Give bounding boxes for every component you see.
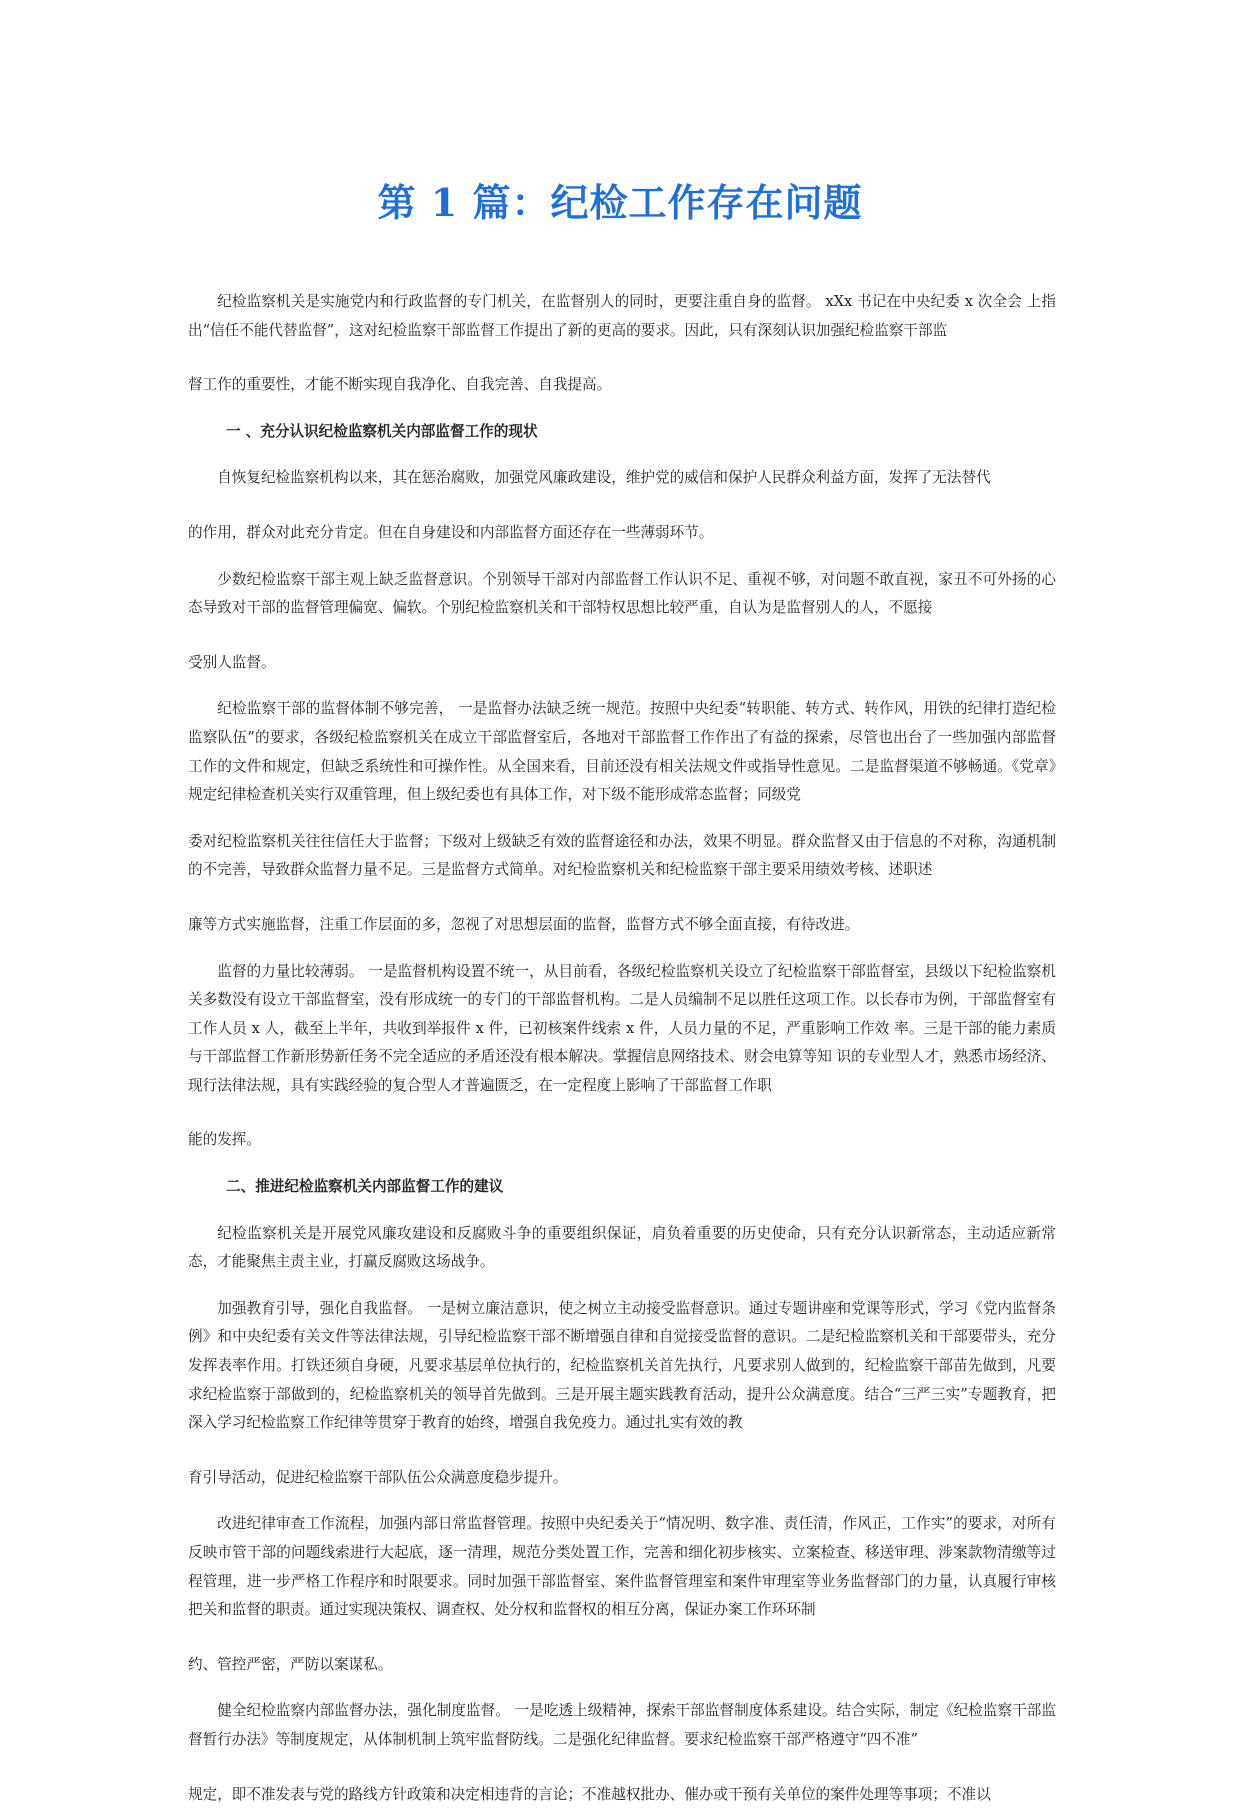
paragraph: 改进纪律审查工作流程，加强内部日常监督管理。按照中央纪委关于“情况明、数字准、责任清，作风正，工作实”的要求，对所有反映市管干部的问题线索进行大起底，逐一清理，规范分类处置工作，完善和细化初步核实、立案检查、移送审理、涉案款物清缴等过程管理，进一步严格工作程序和时限要求。同时加强干部监督室、案件监督管理室和案件审理室等业务监督部门的力量，认真履行审核把关和监督的职责。通过实现决策权、调查权、处分权和监督权的相互分离，保证办案工作环环制 [188,1515,1056,1619]
paragraph-intro-continued: 督工作的重要性，才能不断实现自我净化、自我完善、自我提高。 [188,376,612,394]
document-title: 第 1 篇：纪检工作存在问题 [377,180,863,225]
paragraph-continued: 的作用，群众对此充分肯定。但在自身建设和内部监督方面还存在一些薄弱环节。 [188,523,714,541]
section-heading-2: 二、推进纪检监察机关内部监督工作的建议 [226,1178,504,1196]
paragraph-continued: 委对纪检监察机关往往信任大于监督；下级对上级缺乏有效的监督途径和办法，效果不明显。群众监督又由于信息的不对称，沟通机制的不完善，导致群众监督力量不足。三是监督方式简单。对纪检监察机关和纪检监察干部主要采用绩效考核、述职述 [188,832,1056,879]
paragraph-continued: 育引导活动，促进纪检监察干部队伍公众满意度稳步提升。 [188,1468,568,1486]
paragraph-continued: 受别人监督。 [188,653,276,671]
document-body [188,288,1056,1809]
paragraph-continued: 约、管控严密，严防以案谋私。 [188,1655,393,1673]
paragraph-continued: 廉等方式实施监督，注重工作层面的多，忽视了对思想层面的监督，监督方式不够全面直接，有待改进。 [188,915,860,933]
paragraph: 加强教育引导，强化自我监督。 一是树立廉洁意识，使之树立主动接受监督意识。通过专题讲座和党课等形式，学习《党内监督条例》和中央纪委有关文件等法律法规，引导纪检监察干部不断增强自律和自觉接受监督的意识。二是纪检监察机关和干部要带头，充分发挥表率作用。打铁还须自身硬，凡要求基层单位执行的，纪检监察机关首先执行，凡要求别人做到的，纪检监察干部苗先做到，凡要求纪检监察于部做到的，纪检监察机关的领导首先做到。三是开展主题实践教育活动，提升公众满意度。结合“三严三实”专题教育，把深入学习纪检监察工作纪律等贯穿于教育的始终，增强自我免疫力。通过扎实有效的教 [188,1299,1056,1432]
paragraph: 自恢复纪检监察机构以来，其在惩治腐败，加强党风廉政建设，维护党的威信和保护人民群众利益方面，发挥了无法替代 [217,469,991,487]
paragraph-continued: 规定，即不准发表与党的路线方针政策和决定相违背的言论；不准越权批办、催办或干预有关单位的案件处理等事项；不准以 [188,1785,991,1803]
paragraph: 纪检监察机关是开展党风廉攻建设和反腐败斗争的重要组织保证，肩负着重要的历史使命，只有充分认识新常态，主动适应新常态，才能聚焦主责主业，打赢反腐败这场战争。 [188,1224,1056,1271]
paragraph-continued: 能的发挥。 [188,1131,261,1149]
paragraph: 少数纪检监察干部主观上缺乏监督意识。个别领导干部对内部监督工作认识不足、重视不够，对问题不敢直视，家丑不可外扬的心态导致对干部的监督管理偏宽、偏软。个别纪检监察机关和干部特权思想比较严重，自认为是监督别人的人，不愿接 [188,570,1056,617]
paragraph-intro: 纪检监察机关是实施党内和行政监督的专门机关，在监督别人的同时，更要注重自身的监督。 xXx 书记在中央纪委 x 次全会 上指出“信任不能代替监督”，这对纪检监察干部监督工作提出了新的更高的要求。因此，只有深刻认识加强纪检监察干部监 [188,293,1056,339]
paragraph: 健全纪检监察内部监督办法，强化制度监督。 一是吃透上级精神，探索干部监督制度体系建设。结合实际，制定《纪检监察干部监督暂行办法》等制度规定，从体制机制上筑牢监督防线。二是强化纪律监督。要求纪检监察干部严格遵守“四不准” [188,1702,1056,1748]
section-heading-1: 一 、充分认识纪检监察机关内部监督工作的现状 [226,422,538,440]
paragraph: 纪检监察干部的监督体制不够完善， 一是监督办法缺乏统一规范。按照中央纪委“转职能、转方式、转作风，用铁的纪律打造纪检监察队伍”的要求，各级纪检监察机关在成立干部监督室后，各地对干部监督工作作出了有益的探索，尽管也出台了一些加强内部监督工作的文件和规定，但缺乏系统性和可操作性。从全国来看，目前还没有相关法规文件或指导性意见。二是监督渠道不够畅通。《党章》规定纪律检查机关实行双重管理，但上级纪委也有具体工作，对下级不能形成常态监督；同级党 [188,700,1056,804]
paragraph: 监督的力量比较薄弱。 一是监督机构设置不统一，从目前看，各级纪检监察机关设立了纪检监察干部监督室，县级以下纪检监察机关多数没有设立干部监督室，没有形成统一的专门的干部监督机构。二是人员编制不足以胜任这项工作。以长春市为例，干部监督室有工作人员 x 人，截至上半年，共收到举报件 x 件，已初核案件线索 x 件，人员力量的不足，严重影响工作效 率。三是干部的能力素质与干部监督工作新形势新任务不完全适应的矛盾还没有根本解决。掌握信息网络技术、财会电算等知 识的专业型人才，熟悉市场经济、现行法律法规，具有实践经验的复合型人才普遍匮乏，在一定程度上影响了干部监督工作职 [188,962,1056,1094]
